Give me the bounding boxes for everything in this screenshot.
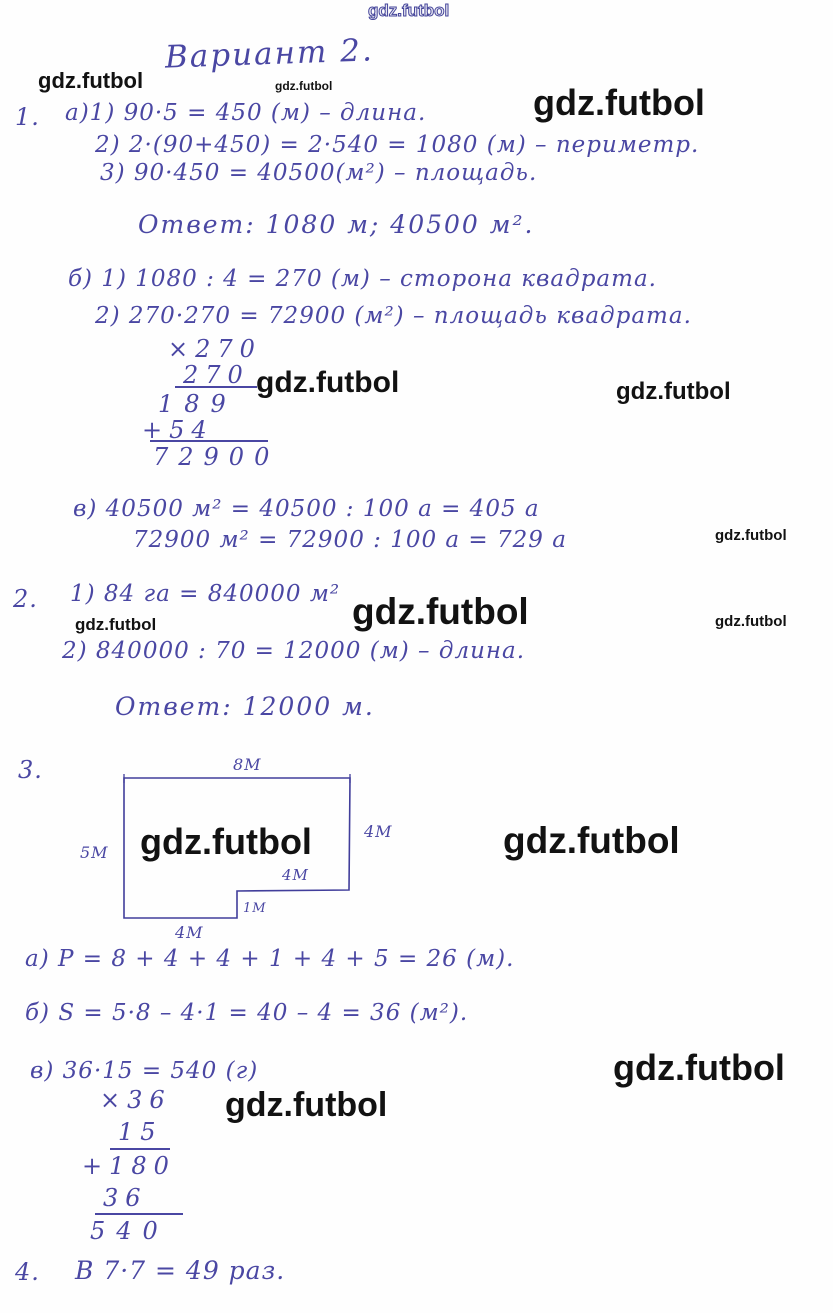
figure-label-top: 8М	[233, 755, 262, 774]
watermark: gdz.futbol	[616, 378, 731, 405]
problem4-number: 4.	[15, 1258, 40, 1286]
mult2-row-factor2: 15	[118, 1118, 163, 1146]
mult2-row-result: 540	[90, 1217, 169, 1245]
watermark: gdz.futbol	[715, 527, 787, 544]
watermark: gdz.futbol	[613, 1047, 785, 1088]
figure-label-notch: 1М	[243, 901, 267, 916]
problem2-answer: Ответ: 12000 м.	[115, 692, 375, 721]
figure-label-inner: 4М	[282, 866, 309, 884]
problem1-line-a3: 3) 90·450 = 40500(м²) – площадь.	[100, 160, 538, 186]
mult1-row-result: 72900	[153, 443, 280, 471]
watermark: gdz.futbol	[38, 68, 144, 93]
figure-label-right: 4М	[364, 822, 393, 841]
problem1-line-v2: 72900 м² = 72900 : 100 а = 729 а	[133, 527, 567, 553]
problem2-number: 2.	[13, 585, 38, 613]
watermark: gdz.futbol	[275, 79, 333, 93]
problem1-line-a1: а)1) 90·5 = 450 (м) – длина.	[65, 100, 427, 126]
figure-label-bottom: 4М	[175, 923, 204, 942]
mult2-rule-2	[95, 1213, 183, 1215]
problem1-line-v1: в) 40500 м² = 40500 : 100 а = 405 а	[73, 496, 540, 522]
problem3-number: 3.	[18, 756, 43, 784]
page-title: Вариант 2.	[164, 32, 375, 76]
mult1-row-factor2: 270	[183, 361, 250, 389]
watermark: gdz.futbol	[503, 820, 680, 861]
mult2-row-partial2: 36	[103, 1184, 148, 1212]
mult2-row-factor1: ×36	[100, 1086, 172, 1114]
mult1-row-factor1: ×270	[168, 335, 262, 363]
watermark: gdz.futbol	[75, 615, 157, 634]
mult1-rule-2	[150, 440, 268, 442]
problem4-text: В 7·7 = 49 раз.	[75, 1256, 286, 1285]
watermark: gdz.futbol	[352, 591, 529, 632]
watermark: gdz.futbol	[715, 613, 787, 630]
watermark: gdz.futbol	[140, 821, 312, 862]
l-shape-diagram	[100, 760, 380, 940]
mult2-row-partial1: +180	[82, 1152, 176, 1180]
problem1-number: 1.	[15, 103, 40, 131]
figure-label-left: 5М	[80, 843, 109, 862]
problem1-line-b2: 2) 270·270 = 72900 (м²) – площадь квадрата.	[95, 303, 692, 329]
mult1-row-partial1: 189	[158, 390, 237, 418]
problem3-line-b: б) S = 5·8 – 4·1 = 40 – 4 = 36 (м²).	[25, 1000, 469, 1026]
problem2-line2: 2) 840000 : 70 = 12000 (м) – длина.	[62, 638, 526, 664]
watermark: gdz.futbol	[533, 82, 705, 123]
watermark-top-center: gdz.futbol	[368, 1, 450, 20]
problem3-line-a: а) P = 8 + 4 + 4 + 1 + 4 + 5 = 26 (м).	[25, 946, 515, 972]
mult1-rule-1	[175, 386, 257, 388]
problem1-line-b1: б) 1) 1080 : 4 = 270 (м) – сторона квадрата.	[68, 266, 657, 292]
problem1-answer: Ответ: 1080 м; 40500 м².	[138, 210, 535, 239]
mult2-rule-1	[110, 1148, 170, 1150]
mult1-row-partial2: +54	[142, 416, 214, 444]
watermark: gdz.futbol	[225, 1086, 388, 1124]
watermark: gdz.futbol	[256, 366, 400, 399]
problem3-line-v: в) 36·15 = 540 (г)	[30, 1058, 259, 1084]
problem2-line1: 1) 84 га = 840000 м²	[70, 581, 341, 607]
problem1-line-a2: 2) 2·(90+450) = 2·540 = 1080 (м) – периметр.	[95, 132, 700, 158]
problem3-figure	[100, 760, 380, 940]
